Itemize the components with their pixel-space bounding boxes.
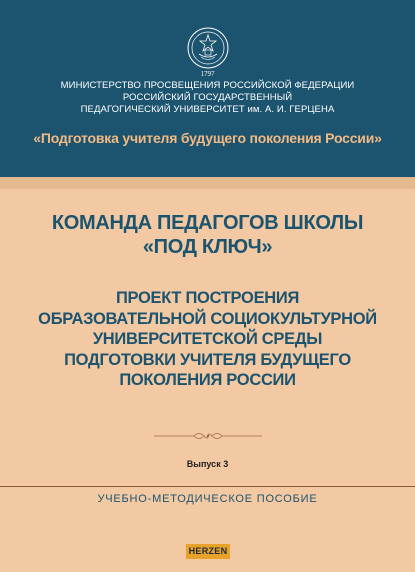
series-title: «Подготовка учителя будущего поколения России» bbox=[33, 130, 382, 146]
title-line: «ПОД КЛЮЧ» bbox=[142, 236, 273, 258]
university-seal-icon bbox=[186, 26, 230, 70]
subtitle-line: ПРОЕКТ ПОСТРОЕНИЯ bbox=[115, 289, 300, 307]
publisher-logo: HERZEN bbox=[186, 544, 230, 559]
ministry-line: МИНИСТЕРСТВО ПРОСВЕЩЕНИЯ РОССИЙСКОЙ ФЕДЕРАЦИИ bbox=[60, 80, 355, 91]
document-type: УЧЕБНО-МЕТОДИЧЕСКОЕ ПОСОБИЕ bbox=[97, 493, 318, 505]
ministry-line: ПЕДАГОГИЧЕСКИЙ УНИВЕРСИТЕТ им. А. И. ГЕРЦЕНА bbox=[80, 104, 335, 115]
divider-line bbox=[0, 486, 415, 487]
ministry-line: РОССИЙСКИЙ ГОСУДАРСТВЕННЫЙ bbox=[122, 92, 293, 103]
subtitle-line: УНИВЕРСИТЕТСКОЙ СРЕДЫ bbox=[92, 330, 323, 348]
ministry-block bbox=[0, 80, 415, 116]
subtitle-line: ПОКОЛЕНИЯ РОССИИ bbox=[119, 371, 296, 389]
subtitle-line: ПОДГОТОВКИ УЧИТЕЛЯ БУДУЩЕГО bbox=[64, 350, 351, 369]
issue-number: Выпуск 3 bbox=[186, 459, 229, 469]
header-band bbox=[0, 0, 415, 177]
book-title bbox=[0, 211, 415, 259]
subtitle-line: ОБРАЗОВАТЕЛЬНОЙ СОЦИОКУЛЬТУРНОЙ bbox=[38, 309, 377, 328]
founding-year: 1797 bbox=[200, 70, 215, 78]
ornament-divider-icon bbox=[152, 430, 264, 442]
header-divider-strip bbox=[0, 177, 415, 189]
book-subtitle bbox=[0, 288, 415, 391]
title-line: КОМАНДА ПЕДАГОГОВ ШКОЛЫ bbox=[51, 212, 364, 234]
